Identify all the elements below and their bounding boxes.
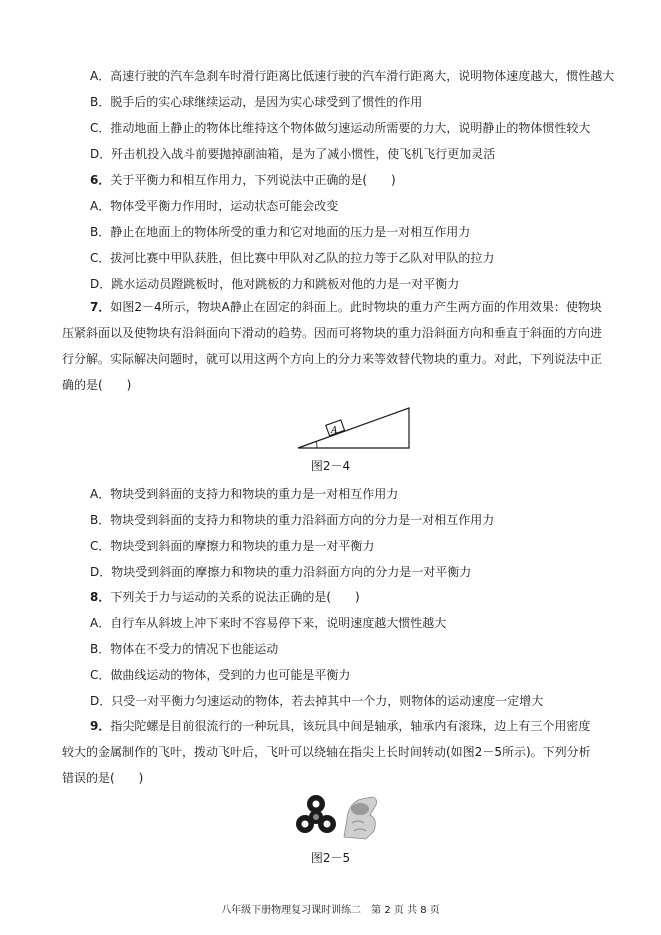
q7-option-c: C．物块受到斜面的摩擦力和物块的重力是一对平衡力 [90,539,375,553]
q7-option-d: D．物块受到斜面的摩擦力和物块的重力沿斜面方向的分力是一对平衡力 [90,565,472,579]
q8-number: 8． [90,590,111,604]
incline-figure [295,404,415,452]
figure-2-5-caption: 图2－5 [310,851,351,865]
figure-2-4-caption: 图2－4 [310,459,351,473]
q5-option-a: A．高速行驶的汽车急刹车时滑行距离比低速行驶的汽车滑行距离大，说明物体速度越大，惯性越大 [90,69,615,83]
fidget-spinner-icon [296,795,336,833]
q7-stem [62,294,602,398]
q7-option-a: A．物块受到斜面的支持力和物块的重力是一对相互作用力 [90,487,399,501]
q7-number: 7． [90,300,111,314]
block-a-label: A [331,426,338,436]
q7-stem-text: 如图2－4所示，物块A静止在固定的斜面上。此时物块的重力产生两方面的作用效果：使物块压紧斜面以及使物块有沿斜面向下滑动的趋势。因而可将物块的重力沿斜面方向和垂直于斜面的方向进行分解。实际解决问题时，就可以用这两个方向上的分力来等效替代物块的重力。对此，下列说法中正确的是( ) [62,300,603,392]
q8-option-d: D．只受一对平衡力匀速运动的物体，若去掉其中一个力，则物体的运动速度一定增大 [90,694,544,708]
q8-option-b: B．物体在不受力的情况下也能运动 [90,642,279,656]
hand-spinning-icon [344,797,377,839]
page-footer: 八年级下册物理复习课时训练二 第 2 页 共 8 页 [221,905,440,916]
q8-option-a: A．自行车从斜坡上冲下来时不容易停下来，说明速度越大惯性越大 [90,616,447,630]
q5-option-d: D．歼击机投入战斗前要抛掉副油箱，是为了减小惯性，使飞机飞行更加灵活 [90,147,496,161]
q6-option-b: B．静止在地面上的物体所受的重力和它对地面的压力是一对相互作用力 [90,225,471,239]
q8-stem [90,589,360,605]
q6-stem [90,172,396,188]
q9-stem-text: 指尖陀螺是目前很流行的一种玩具，该玩具中间是轴承，轴承内有滚珠，边上有三个用密度较大的金属制作的飞叶，拨动飞叶后，飞叶可以绕轴在指尖上长时间转动(如图2－5所示)。下列分析错误的是( ) [62,719,591,785]
q8-option-c: C．做曲线运动的物体，受到的力也可能是平衡力 [90,668,351,682]
q5-option-b: B．脱手后的实心球继续运动，是因为实心球受到了惯性的作用 [90,95,423,109]
q6-option-a: A．物体受平衡力作用时，运动状态可能会改变 [90,199,339,213]
q6-number: 6． [90,173,111,187]
fidget-spinner-figure [292,793,392,843]
incline-plane [298,408,409,448]
q9-number: 9． [90,719,111,733]
q6-option-d: D．跳水运动员蹬跳板时，他对跳板的力和跳板对他的力是一对平衡力 [90,277,460,291]
q5-option-c: C．推动地面上静止的物体比维持这个物体做匀速运动所需要的力大，说明静止的物体惯性较大 [90,121,591,135]
q7-option-b: B．物块受到斜面的支持力和物块的重力沿斜面方向的分力是一对相互作用力 [90,513,495,527]
q9-stem [62,713,602,791]
q6-stem-text: 关于平衡力和相互作用力，下列说法中正确的是( ) [110,173,396,187]
q8-stem-text: 下列关于力与运动的关系的说法正确的是( ) [110,590,360,604]
q6-option-c: C．拔河比赛中甲队获胜，但比赛中甲队对乙队的拉力等于乙队对甲队的拉力 [90,251,495,265]
